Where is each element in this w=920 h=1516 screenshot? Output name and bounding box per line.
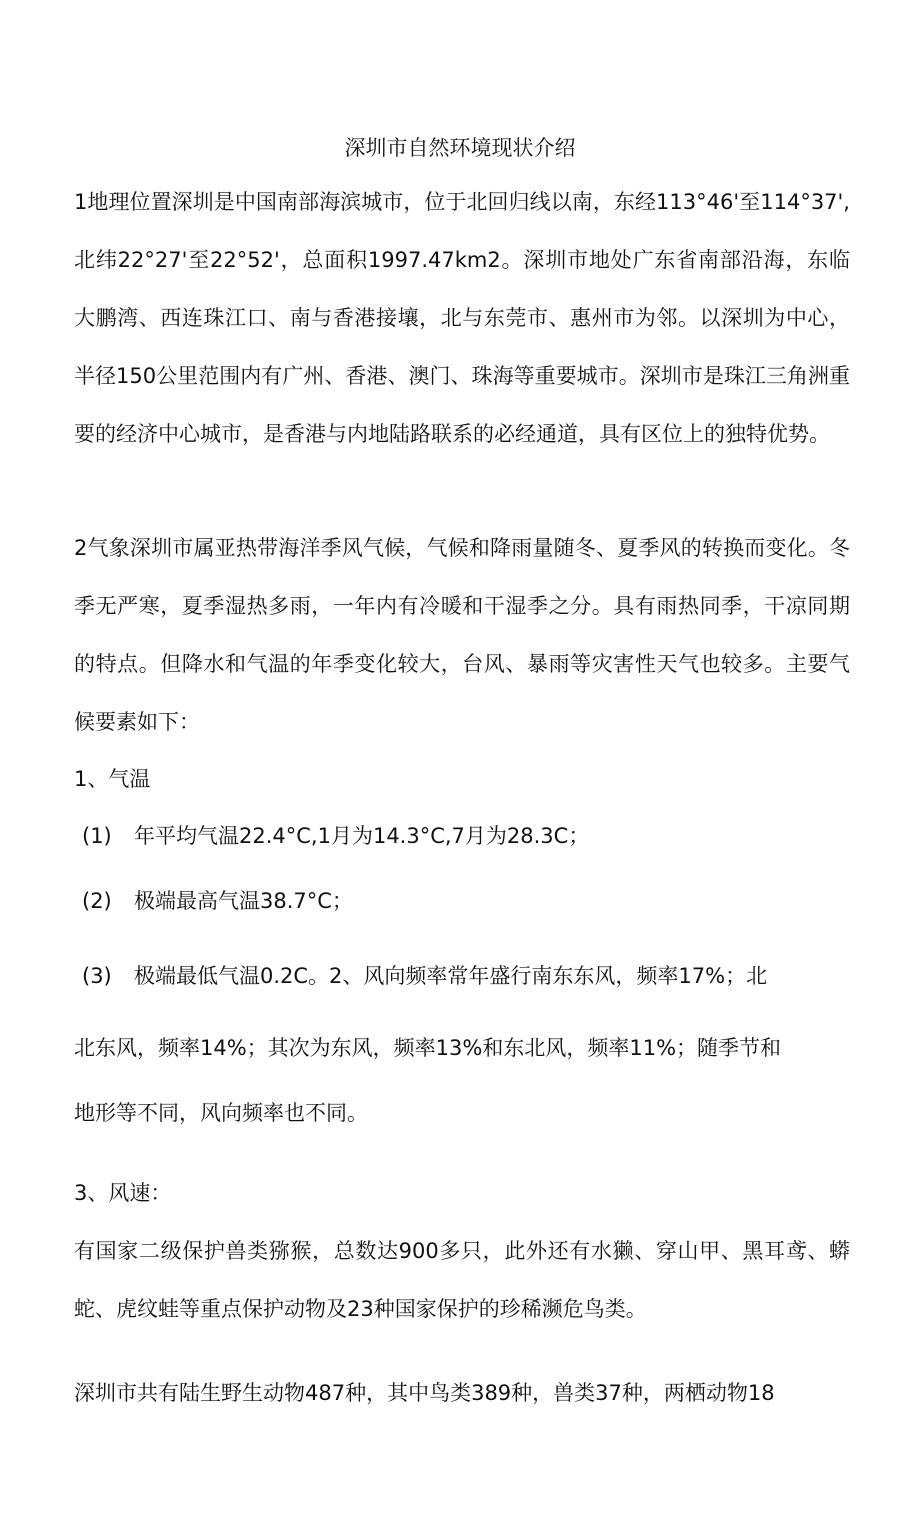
list-item-text: 极端最低气温0.2C。2、风向频率常年盛行南东东风，频率17%；北	[134, 964, 768, 988]
wind-direction-line-3: 地形等不同，风向频率也不同。	[74, 1101, 368, 1125]
list-item	[74, 886, 850, 916]
document-title: 深圳市自然环境现状介绍	[344, 136, 576, 160]
list-item-number: (1)	[82, 824, 112, 848]
list-item	[74, 961, 850, 991]
paragraph-wildlife-count: 深圳市共有陆生野生动物487种，其中鸟类389种，兽类37种，两栖动物18	[74, 1381, 775, 1405]
paragraph-climate: 2气象深圳市属亚热带海洋季风气候，气候和降雨量随冬、夏季风的转换而变化。冬季无严寒，夏季湿热多雨，一年内有冷暖和干湿季之分。具有雨热同季，干凉同期的特点。但降水和气温的年季变化较大，台风、暴雨等灾害性天气也较多。主要气候要素如下：	[74, 536, 850, 734]
paragraph-geography: 1地理位置深圳是中国南部海滨城市，位于北回归线以南，东经113°46'至114°37',北纬22°27'至22°52'，总面积1997.47km2。深圳市地处广东省南部沿海，东临大鹏湾、西连珠江口、南与香港接壤，北与东莞市、惠州市为邻。以深圳为中心，半径150公里范围内有广州、香港、澳门、珠海等重要城市。深圳市是珠江三角洲重要的经济中心城市，是香港与内地陆路联系的必经通道，具有区位上的独特优势。	[74, 190, 850, 446]
list-item	[74, 821, 850, 851]
heading-temperature: 1、气温	[74, 767, 151, 791]
paragraph-protected-animals: 有国家二级保护兽类猕猴，总数达900多只，此外还有水獭、穿山甲、黑耳鸢、蟒蛇、虎纹蛙等重点保护动物及23种国家保护的珍稀濒危鸟类。	[74, 1239, 850, 1321]
heading-wind-speed: 3、风速：	[74, 1181, 172, 1205]
list-item-text: 年平均气温22.4°C,1月为14.3°C,7月为28.3C；	[134, 824, 590, 848]
list-item-number: (3)	[82, 964, 112, 988]
list-item-number: (2)	[82, 889, 112, 913]
wind-direction-line-2: 北东风，频率14%；其次为东风，频率13%和东北风，频率11%；随季节和	[74, 1036, 782, 1060]
list-item-text: 极端最高气温38.7°C；	[134, 889, 353, 913]
